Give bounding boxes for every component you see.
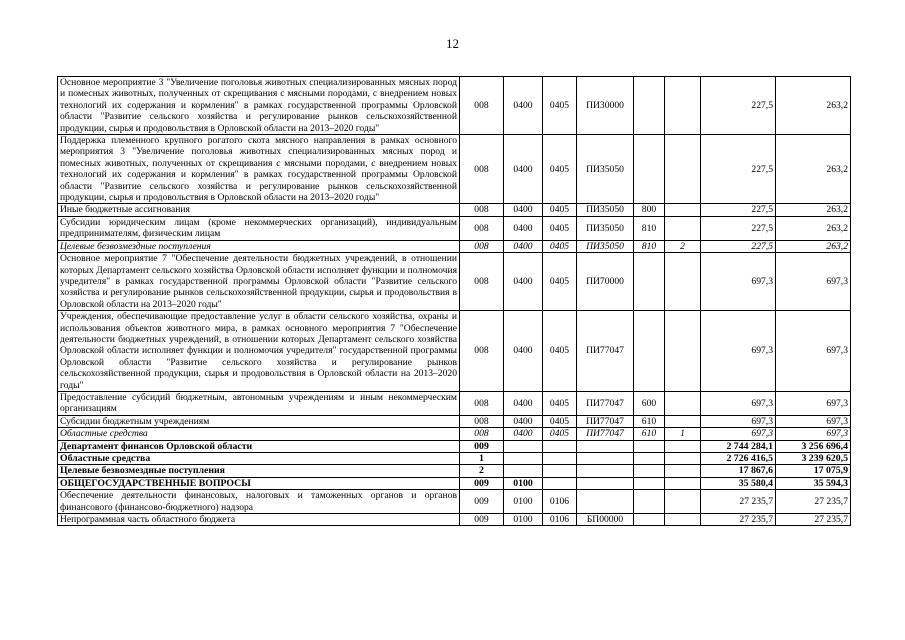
page-number: 12	[446, 36, 459, 51]
amount-2020-cell: 27 235,7	[776, 514, 851, 526]
row-name-cell: Иные бюджетные ассигнования	[58, 204, 460, 216]
amount-2020-cell: 27 235,7	[776, 490, 851, 514]
amount-2019-cell: 27 235,7	[701, 490, 776, 514]
grbs-code-cell: 2	[460, 465, 504, 477]
section-code-cell: 0400	[504, 240, 543, 252]
amount-2019-cell: 227,5	[701, 216, 776, 240]
target-article-cell	[577, 465, 634, 477]
amount-2019-cell: 27 235,7	[701, 514, 776, 526]
funding-source-cell	[665, 253, 701, 311]
expense-type-cell	[634, 135, 665, 204]
amount-2020-cell: 35 594,3	[776, 477, 851, 489]
amount-2020-cell: 17 075,9	[776, 465, 851, 477]
table-row	[58, 428, 851, 440]
section-code-cell: 0400	[504, 253, 543, 311]
grbs-code-cell: 009	[460, 477, 504, 489]
funding-source-cell	[665, 415, 701, 427]
grbs-code-cell: 008	[460, 135, 504, 204]
row-name-cell: Поддержка племенного крупного рогатого скота мясного направления в рамках основного мероприятия 3 "Увеличение поголовья животных специализированных мясных пород и помесных животных, полученных от скрещивания с мясными породами, с внедрением новых технологий их содержания и кормления" в рамках государственной программы Орловской области "Развитие сельского хозяйства и регулирование рынков сельскохозяйственной продукции, сырья и продовольствия в Орловской области на 2013–2020 годы"	[58, 135, 460, 204]
target-article-cell	[577, 490, 634, 514]
expense-type-cell	[634, 77, 665, 135]
table-row	[58, 514, 851, 526]
amount-2020-cell: 263,2	[776, 77, 851, 135]
target-article-cell: ПИ30000	[577, 77, 634, 135]
row-name-cell: Предоставление субсидий бюджетным, автономным учреждениям и иным некоммерческим организациям	[58, 391, 460, 415]
subsection-code-cell	[543, 440, 577, 452]
amount-2020-cell: 263,2	[776, 135, 851, 204]
funding-source-cell	[665, 477, 701, 489]
target-article-cell	[577, 453, 634, 465]
amount-2019-cell: 697,3	[701, 311, 776, 392]
section-code-cell: 0400	[504, 391, 543, 415]
amount-2020-cell: 263,2	[776, 216, 851, 240]
subsection-code-cell: 0405	[543, 240, 577, 252]
amount-2019-cell: 697,3	[701, 415, 776, 427]
funding-source-cell	[665, 490, 701, 514]
funding-source-cell	[665, 514, 701, 526]
target-article-cell: ПИ77047	[577, 415, 634, 427]
section-code-cell: 0400	[504, 415, 543, 427]
target-article-cell: ПИ77047	[577, 311, 634, 392]
expense-type-cell	[634, 465, 665, 477]
subsection-code-cell: 0405	[543, 391, 577, 415]
target-article-cell: ПИ35050	[577, 135, 634, 204]
funding-source-cell: 2	[665, 240, 701, 252]
grbs-code-cell: 008	[460, 391, 504, 415]
row-name-cell: Целевые безвозмездные поступления	[58, 240, 460, 252]
section-code-cell: 0100	[504, 477, 543, 489]
section-code-cell: 0100	[504, 490, 543, 514]
amount-2019-cell: 697,3	[701, 428, 776, 440]
target-article-cell: БП00000	[577, 514, 634, 526]
target-article-cell	[577, 477, 634, 489]
funding-source-cell	[665, 204, 701, 216]
funding-source-cell	[665, 465, 701, 477]
row-name-cell: Основное мероприятие 7 "Обеспечение деятельности бюджетных учреждений, в отношении которых Департамент сельского хозяйства Орловской области исполняет функции и полномочия учредителя" в рамках государственной программы Орловской области "Развитие сельского хозяйства и регулирование рынков сельскохозяйственной продукции, сырья и продовольствия в Орловской области на 2013–2020 годы"	[58, 253, 460, 311]
subsection-code-cell: 0106	[543, 514, 577, 526]
table-row	[58, 415, 851, 427]
target-article-cell: ПИ35050	[577, 240, 634, 252]
row-name-cell: Учреждения, обеспечивающие предоставление услуг в области сельского хозяйства, охраны и использования объектов животного мира, в рамках основного мероприятия 7 "Обеспечение деятельности бюджетных учреждений, в отношении которых Департамент сельского хозяйства Орловской области исполняет функции и полномочия учредителя" государственной программы Орловской области "Развитие сельского хозяйства и регулирование рынков сельскохозяйственной продукции, сырья и продовольствия в Орловской области на 2013–2020 годы"	[58, 311, 460, 392]
amount-2020-cell: 697,3	[776, 253, 851, 311]
target-article-cell: ПИ70000	[577, 253, 634, 311]
funding-source-cell: 1	[665, 428, 701, 440]
table-row	[58, 440, 851, 452]
amount-2020-cell: 263,2	[776, 240, 851, 252]
expense-type-cell: 610	[634, 428, 665, 440]
amount-2019-cell: 227,5	[701, 77, 776, 135]
amount-2019-cell: 227,5	[701, 240, 776, 252]
grbs-code-cell: 009	[460, 490, 504, 514]
table-row	[58, 135, 851, 204]
row-name-cell: Основное мероприятие 3 "Увеличение поголовья животных специализированных мясных пород и помесных животных, полученных от скрещивания с мясными породами, с внедрением новых технологий их содержания и кормления" в рамках государственной программы Орловской области "Развитие сельского хозяйства и регулирование рынков сельскохозяйственной продукции, сырья и продовольствия в Орловской области на 2013–2020 годы"	[58, 77, 460, 135]
grbs-code-cell: 008	[460, 253, 504, 311]
row-name-cell: Обеспечение деятельности финансовых, налоговых и таможенных органов и органов финансового (финансово-бюджетного) надзора	[58, 490, 460, 514]
expense-type-cell: 810	[634, 240, 665, 252]
row-name-cell: Областные средства	[58, 428, 460, 440]
table-row	[58, 240, 851, 252]
grbs-code-cell: 008	[460, 415, 504, 427]
amount-2020-cell: 3 239 620,5	[776, 453, 851, 465]
section-code-cell: 0400	[504, 77, 543, 135]
section-code-cell: 0400	[504, 311, 543, 392]
subsection-code-cell: 0405	[543, 415, 577, 427]
grbs-code-cell: 008	[460, 216, 504, 240]
section-code-cell	[504, 465, 543, 477]
amount-2020-cell: 3 256 696,4	[776, 440, 851, 452]
table-row	[58, 311, 851, 392]
funding-source-cell	[665, 216, 701, 240]
amount-2020-cell: 697,3	[776, 415, 851, 427]
budget-table-body	[58, 77, 851, 526]
expense-type-cell	[634, 311, 665, 392]
subsection-code-cell: 0106	[543, 490, 577, 514]
expense-type-cell	[634, 490, 665, 514]
expense-type-cell: 800	[634, 204, 665, 216]
funding-source-cell	[665, 453, 701, 465]
table-row	[58, 253, 851, 311]
amount-2019-cell: 2 744 284,1	[701, 440, 776, 452]
section-code-cell: 0400	[504, 135, 543, 204]
row-name-cell: Субсидии бюджетным учреждениям	[58, 415, 460, 427]
table-row	[58, 490, 851, 514]
grbs-code-cell: 008	[460, 77, 504, 135]
subsection-code-cell: 0405	[543, 428, 577, 440]
subsection-code-cell: 0405	[543, 216, 577, 240]
funding-source-cell	[665, 440, 701, 452]
amount-2019-cell: 227,5	[701, 204, 776, 216]
table-row	[58, 391, 851, 415]
target-article-cell: ПИ35050	[577, 204, 634, 216]
funding-source-cell	[665, 391, 701, 415]
target-article-cell: ПИ77047	[577, 391, 634, 415]
target-article-cell: ПИ77047	[577, 428, 634, 440]
funding-source-cell	[665, 135, 701, 204]
section-code-cell: 0100	[504, 514, 543, 526]
expense-type-cell	[634, 253, 665, 311]
grbs-code-cell: 008	[460, 204, 504, 216]
grbs-code-cell: 008	[460, 428, 504, 440]
table-row	[58, 465, 851, 477]
grbs-code-cell: 1	[460, 453, 504, 465]
grbs-code-cell: 008	[460, 311, 504, 392]
row-name-cell: ОБЩЕГОСУДАРСТВЕННЫЕ ВОПРОСЫ	[58, 477, 460, 489]
table-row	[58, 77, 851, 135]
expense-type-cell: 610	[634, 415, 665, 427]
amount-2019-cell: 35 580,4	[701, 477, 776, 489]
subsection-code-cell	[543, 453, 577, 465]
table-row	[58, 453, 851, 465]
amount-2020-cell: 697,3	[776, 428, 851, 440]
row-name-cell: Субсидии юридическим лицам (кроме некоммерческих организаций), индивидуальным предпринимателям, физическим лицам	[58, 216, 460, 240]
section-code-cell	[504, 440, 543, 452]
amount-2019-cell: 697,3	[701, 253, 776, 311]
amount-2020-cell: 263,2	[776, 204, 851, 216]
expense-type-cell	[634, 514, 665, 526]
section-code-cell: 0400	[504, 204, 543, 216]
amount-2020-cell: 697,3	[776, 311, 851, 392]
subsection-code-cell: 0405	[543, 204, 577, 216]
amount-2019-cell: 17 867,6	[701, 465, 776, 477]
section-code-cell: 0400	[504, 428, 543, 440]
funding-source-cell	[665, 311, 701, 392]
subsection-code-cell: 0405	[543, 77, 577, 135]
grbs-code-cell: 009	[460, 440, 504, 452]
expense-type-cell	[634, 440, 665, 452]
row-name-cell: Департамент финансов Орловской области	[58, 440, 460, 452]
expense-type-cell	[634, 453, 665, 465]
subsection-code-cell: 0405	[543, 135, 577, 204]
section-code-cell	[504, 453, 543, 465]
target-article-cell	[577, 440, 634, 452]
row-name-cell: Областные средства	[58, 453, 460, 465]
table-row	[58, 216, 851, 240]
budget-table	[57, 76, 851, 526]
expense-type-cell: 600	[634, 391, 665, 415]
row-name-cell: Целевые безвозмездные поступления	[58, 465, 460, 477]
amount-2020-cell: 697,3	[776, 391, 851, 415]
amount-2019-cell: 697,3	[701, 391, 776, 415]
expense-type-cell	[634, 477, 665, 489]
grbs-code-cell: 008	[460, 240, 504, 252]
amount-2019-cell: 227,5	[701, 135, 776, 204]
subsection-code-cell: 0405	[543, 311, 577, 392]
subsection-code-cell	[543, 465, 577, 477]
table-row	[58, 477, 851, 489]
row-name-cell: Непрограммная часть областного бюджета	[58, 514, 460, 526]
grbs-code-cell: 009	[460, 514, 504, 526]
funding-source-cell	[665, 77, 701, 135]
target-article-cell: ПИ35050	[577, 216, 634, 240]
amount-2019-cell: 2 726 416,5	[701, 453, 776, 465]
subsection-code-cell: 0405	[543, 253, 577, 311]
table-row	[58, 204, 851, 216]
expense-type-cell: 810	[634, 216, 665, 240]
section-code-cell: 0400	[504, 216, 543, 240]
subsection-code-cell	[543, 477, 577, 489]
